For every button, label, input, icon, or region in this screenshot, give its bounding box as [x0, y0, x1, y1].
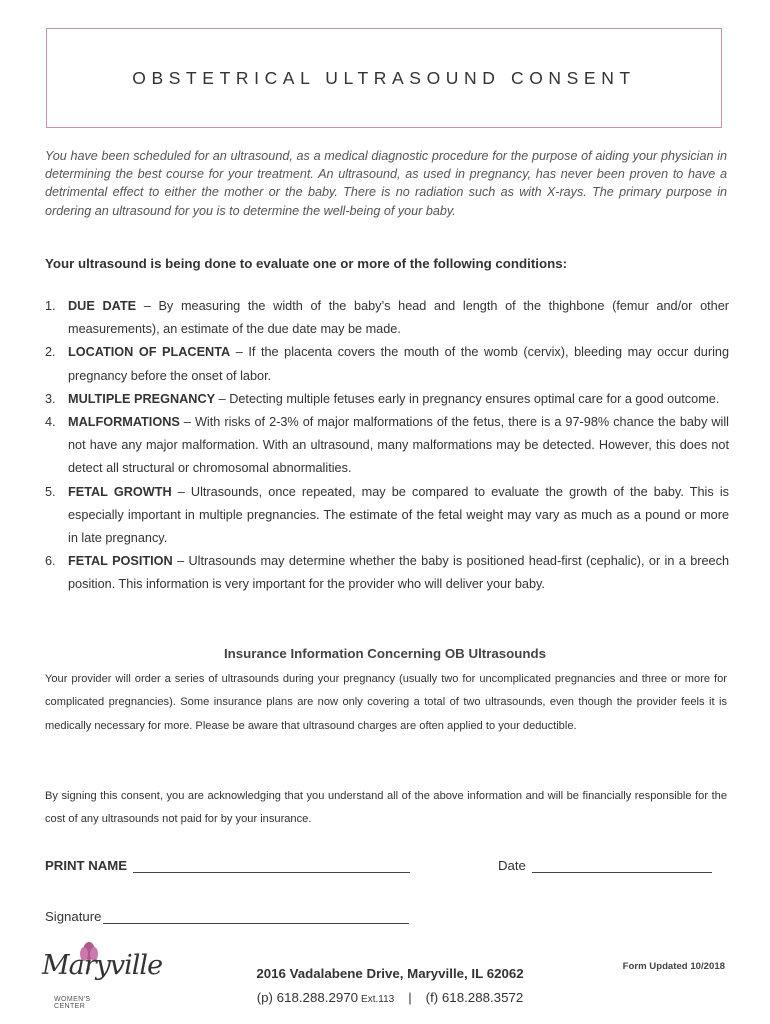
condition-item	[45, 295, 729, 341]
intro-paragraph: You have been scheduled for an ultrasound, as a medical diagnostic procedure for the purpose of aiding your physician in determining the best course for your treatment. An ultrasound, as used in pregnancy, has never been proven to have a detrimental effect to either the mother or the baby. There is no radiation such as with X-rays. The primary purpose in ordering an ultrasound for you is to determine the well-being of your baby.	[45, 149, 727, 218]
condition-number: 3.	[45, 391, 56, 406]
conditions-list	[45, 295, 729, 597]
phone-ext: Ext.113	[361, 994, 395, 1005]
print-name-label: PRINT NAME	[45, 858, 128, 873]
footer-phones	[0, 990, 770, 1005]
condition-text: – Ultrasounds, once repeated, may be compared to evaluate the growth of the baby. This is especially important in multiple pregnancies. The estimate of the fetal weight may vary as much as a pound or more in late pregnancy.	[68, 484, 730, 546]
condition-item	[45, 341, 729, 387]
insurance-paragraph: Your provider will order a series of ultrasounds during your pregnancy (usually two for uncomplicated pregnancies and three or more for complicated pregnancies). Some insurance plans are now only covering a total of two ultrasounds, even though the provider feels it is medically necessary for more. Please be aware that ultrasound charges are often applied to your deductible.	[45, 673, 727, 732]
footer-address: 2016 Vadalabene Drive, Maryville, IL 62062	[256, 966, 524, 981]
date-field	[498, 858, 712, 873]
signature-field	[45, 909, 409, 924]
condition-name: LOCATION OF PLACENTA	[68, 345, 231, 360]
condition-text: – Ultrasounds may determine whether the baby is positioned head-first (cephalic), or in a breech position. This information is very important for the provider who will deliver your baby.	[68, 554, 730, 592]
condition-name: DUE DATE	[68, 299, 137, 313]
print-name-line[interactable]	[133, 858, 410, 873]
logo-subtitle: WOMEN'S CENTER	[54, 996, 91, 1010]
condition-item	[45, 481, 729, 551]
consent-paragraph: By signing this consent, you are acknowledging that you understand all of the above information and will be financially responsible for the cost of any ultrasounds not paid for by your insurance.	[45, 790, 727, 826]
condition-item	[45, 411, 729, 481]
condition-name: FETAL POSITION	[68, 554, 173, 569]
condition-number: 1.	[45, 299, 56, 313]
signature-line[interactable]	[103, 909, 409, 924]
signature-label: Signature	[45, 909, 102, 924]
fax-number: (f) 618.288.3572	[425, 990, 524, 1005]
condition-item	[45, 550, 729, 596]
condition-item	[45, 388, 729, 411]
condition-text: – By measuring the width of the baby’s head and length of the thighbone (femur and/or other measurements), an estimate of the due date may be made.	[68, 299, 729, 337]
condition-text: – With risks of 2-3% of major malformations of the fetus, there is a 97-98% chance the baby will not have any major malformation. With an ultrasound, many malformations may be detected. However, this does not detect all structural or chromosomal abnormalities.	[68, 415, 729, 476]
condition-name: FETAL GROWTH	[68, 484, 172, 499]
condition-name: MALFORMATIONS	[68, 415, 180, 430]
condition-number: 6.	[45, 554, 56, 569]
condition-text: – Detecting multiple fetuses early in pregnancy ensures optimal care for a good outcome.	[215, 391, 720, 406]
form-updated-note: Form Updated 10/2018	[622, 961, 725, 972]
condition-name: MULTIPLE PREGNANCY	[68, 391, 216, 406]
insurance-heading: Insurance Information Concerning OB Ultrasounds	[223, 646, 547, 661]
condition-number: 5.	[45, 484, 56, 499]
condition-number: 4.	[45, 415, 56, 430]
logo-script: Maryville	[42, 950, 163, 981]
condition-text: – If the placenta covers the mouth of the womb (cervix), bleeding may occur during pregnancy before the onset of labor.	[68, 345, 729, 383]
page-title: OBSTETRICAL ULTRASOUND CONSENT	[132, 67, 636, 88]
date-label: Date	[498, 858, 526, 873]
title-box	[46, 28, 722, 128]
date-line[interactable]	[532, 858, 712, 873]
conditions-heading: Your ultrasound is being done to evaluate one or more of the following conditions:	[45, 256, 568, 271]
phone-separator: |	[408, 990, 412, 1005]
print-name-field	[45, 858, 410, 873]
condition-number: 2.	[45, 345, 56, 360]
phone-number: (p) 618.288.2970	[256, 990, 359, 1005]
